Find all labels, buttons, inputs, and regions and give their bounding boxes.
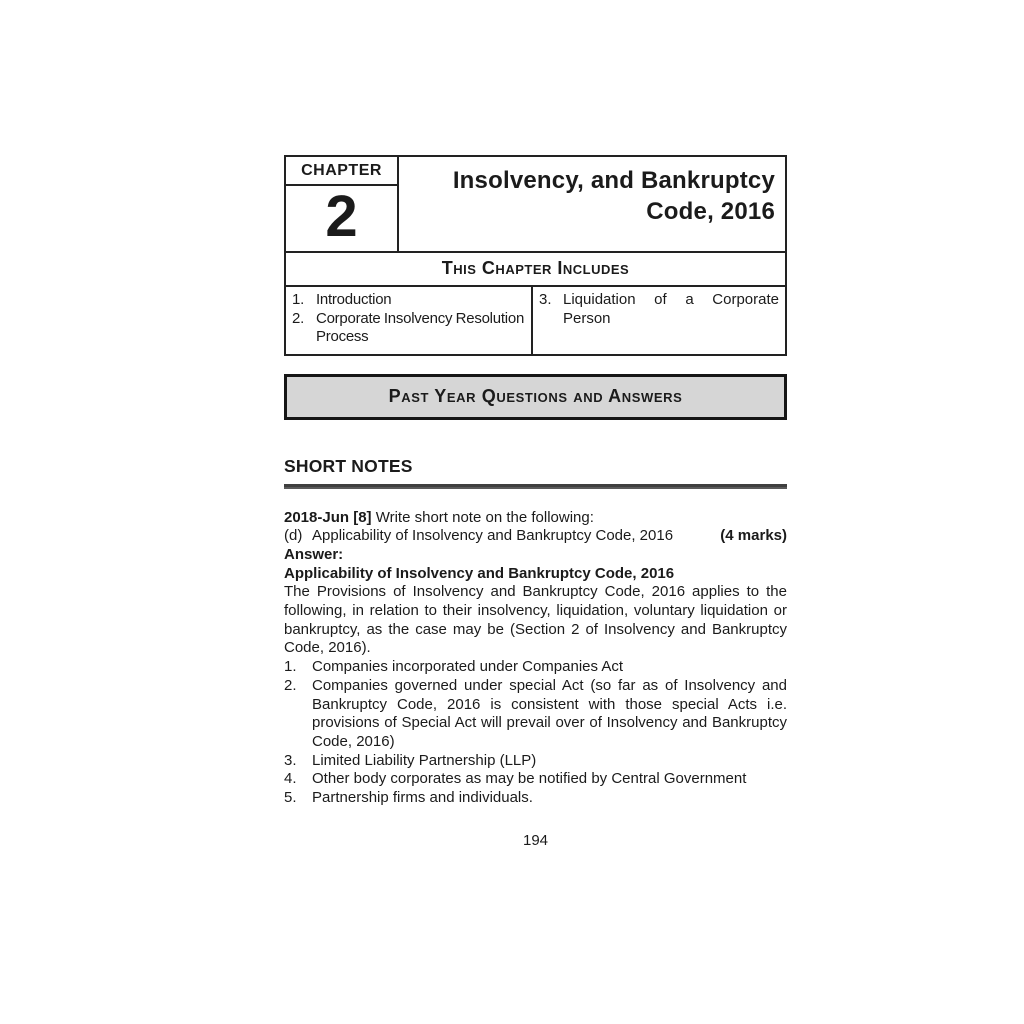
list-item-text: Limited Liability Partnership (LLP) <box>312 751 537 769</box>
question-answer-block <box>284 509 787 808</box>
list-item-number: 1. <box>284 658 297 676</box>
answer-list <box>284 658 787 808</box>
marks-badge: (4 marks) <box>720 527 787 545</box>
list-item <box>539 291 779 328</box>
part-label: (d) <box>284 527 303 545</box>
chapter-includes-header: This Chapter Includes <box>286 253 785 287</box>
chapter-includes-list <box>286 287 785 354</box>
list-item-number: 2. <box>292 309 305 327</box>
chapter-number: 2 <box>325 183 358 249</box>
answer-label: Answer: <box>284 545 344 563</box>
section-heading: SHORT NOTES <box>284 455 413 476</box>
list-item <box>292 310 527 347</box>
chapter-label: CHAPTER <box>286 157 397 186</box>
list-item-number: 1. <box>292 291 305 308</box>
includes-right-column <box>533 287 785 354</box>
list-item-text: Partnership firms and individuals. <box>312 789 533 807</box>
list-item-text: Corporate Insolvency Resolution Process <box>316 309 525 345</box>
list-item <box>292 291 527 310</box>
part-text: Applicability of Insolvency and Bankruptcy Code, 2016 <box>312 527 674 545</box>
chapter-cell <box>286 157 399 251</box>
answer-paragraph: The Provisions of Insolvency and Bankruptcy Code, 2016 applies to the following, in relation to their insolvency, liquidation, voluntary liquidation or bankruptcy, as the case may be (Section 2 of Insolvency and Bankruptcy Code, 2016). <box>284 583 787 657</box>
list-item <box>284 677 787 752</box>
question-line <box>284 509 787 528</box>
answer-heading: Applicability of Insolvency and Bankruptcy Code, 2016 <box>284 564 675 582</box>
list-item-text: Companies incorporated under Companies Act <box>312 658 624 676</box>
question-part-line <box>284 527 787 546</box>
page-content <box>284 155 787 849</box>
list-item-text: Liquidation of a Corporate Person <box>563 291 779 327</box>
list-item-number: 3. <box>284 751 297 769</box>
chapter-title-row <box>286 157 785 253</box>
question-reference: 2018-Jun [8] <box>284 508 372 526</box>
list-item-text: Other body corporates as may be notified by Central Government <box>312 770 747 788</box>
list-item-text: Companies governed under special Act (so far as of Insolvency and Bankruptcy Code, 2016 is consistent with those special Acts i.e. provisions of Special Act will prevail over of Insolvency and Bankruptcy Code, 2016) <box>312 676 787 750</box>
list-item <box>284 752 787 771</box>
chapter-title: Insolvency, and Bankruptcy Code, 2016 <box>452 167 775 225</box>
list-item <box>284 658 787 677</box>
list-item-number: 4. <box>284 770 297 788</box>
list-item-text: Introduction <box>316 291 392 308</box>
list-item-number: 2. <box>284 676 297 694</box>
list-item <box>284 770 787 789</box>
list-item-number: 5. <box>284 789 297 807</box>
list-item <box>284 789 787 808</box>
page-number: 194 <box>522 831 549 849</box>
chapter-header-box <box>284 155 787 356</box>
section-divider <box>284 484 787 489</box>
includes-left-column <box>286 287 533 354</box>
past-year-questions-banner: Past Year Questions and Answers <box>284 374 787 420</box>
question-intro: Write short note on the following: <box>375 508 594 526</box>
list-item-number: 3. <box>539 291 552 308</box>
